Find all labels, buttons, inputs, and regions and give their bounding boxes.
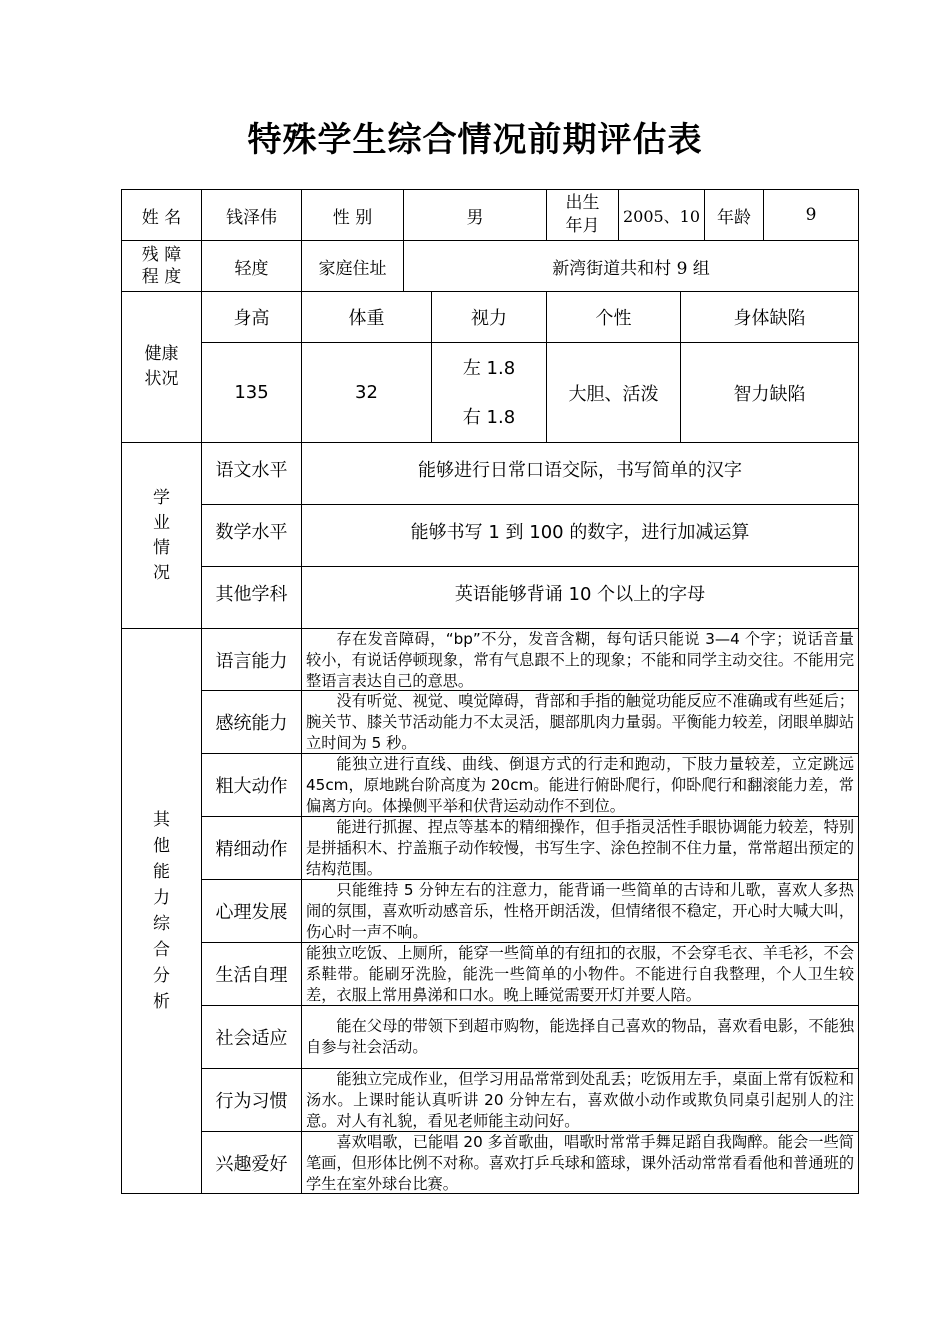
ability-name: 兴趣爱好	[215, 1153, 288, 1175]
ability-name: 行为习惯	[215, 1091, 288, 1112]
personality-value: 大胆、活泼	[568, 383, 659, 405]
abilities-label-char: 综	[153, 914, 170, 934]
health-header-height: 身高	[233, 308, 270, 329]
address-label: 家庭住址	[318, 258, 387, 279]
ability-name: 粗大动作	[215, 776, 288, 797]
name-value: 钱泽伟	[226, 207, 277, 228]
academic-subject: 语文水平	[215, 460, 288, 481]
weight-value: 32	[355, 382, 378, 403]
ability-text-content: 能独立完成作业，但学习用品常常到处乱丢；吃饭用左手，桌面上常有饭粒和汤水。上课时能认真听讲 20 分钟左右，喜欢做小动作或欺负同桌引起别人的注意。对人有礼貌，看见老师能主动问好。	[306, 1069, 854, 1130]
ability-name: 感统能力	[215, 713, 288, 734]
ability-text-content: 喜欢唱歌，已能唱 20 多首歌曲，唱歌时常常手舞足蹈自我陶醉。能会一些简笔画，但形体比例不对称。喜欢打乒乓球和篮球，课外活动常常看看他和普通班的学生在室外球台比赛。	[306, 1133, 854, 1193]
age-value: 9	[805, 205, 817, 225]
academic-label	[122, 443, 201, 628]
health-label-line2: 状况	[144, 369, 179, 389]
ability-text-content: 只能维持 5 分钟左右的注意力，能背诵一些简单的古诗和儿歌，喜欢人多热闹的氛围，喜欢听动感音乐，性格开朗活泼，但情绪很不稳定，开心时大喊大叫，伤心时一声不响。	[306, 881, 854, 941]
disability-value: 轻度	[234, 258, 269, 279]
abilities-label-char: 其	[153, 810, 170, 830]
health-label	[122, 292, 201, 442]
vision-left: 左 1.8	[462, 357, 516, 379]
disability-label-line1: 残 障	[141, 245, 182, 265]
abilities-label-char: 分	[153, 966, 170, 986]
birth-label	[547, 190, 618, 240]
birth-value: 2005、10	[622, 206, 701, 226]
academic-label-char: 业	[153, 512, 170, 533]
abilities-label-char: 能	[153, 862, 170, 882]
ability-text-content: 能在父母的带领下到超市购物，能选择自己喜欢的物品，喜欢看电影，不能独自参与社会活动。	[306, 1017, 854, 1056]
health-label-line1: 健康	[144, 344, 179, 364]
academic-subject: 其他学科	[215, 584, 288, 605]
birth-label-line1: 出生	[565, 193, 600, 213]
academic-subject: 数学水平	[215, 522, 288, 543]
disability-label	[122, 241, 201, 291]
academic-value: 英语能够背诵 10 个以上的字母	[454, 584, 706, 605]
page-title: 特殊学生综合情况前期评估表	[247, 120, 703, 160]
academic-label-char: 况	[153, 562, 170, 583]
disability-label-line2: 程 度	[141, 267, 182, 287]
vision-right: 右 1.8	[462, 406, 516, 428]
abilities-label-char: 他	[153, 836, 170, 856]
academic-label-char: 学	[153, 487, 170, 508]
ability-name: 心理发展	[215, 902, 288, 923]
ability-text	[302, 880, 858, 942]
birth-label-line2: 年月	[565, 216, 600, 236]
abilities-label-char: 力	[153, 888, 170, 908]
abilities-label	[122, 629, 201, 1193]
ability-text-content: 存在发音障碍，“bp”不分，发音含糊，每句话只能说 3—4 个字；说话音量较小，有说话停顿现象，常有气息跟不上的现象；不能和同学主动交往。不能用完整语言表达自己的意思。	[306, 630, 854, 690]
gender-label: 性 别	[332, 207, 373, 228]
ability-text	[302, 1132, 858, 1193]
name-label: 姓 名	[141, 207, 182, 228]
ability-name: 精细动作	[215, 839, 288, 860]
ability-text-content: 能独立吃饭、上厕所，能穿一些简单的有纽扣的衣服，不会穿毛衣、羊毛衫，不会系鞋带。能刷牙洗脸，能洗一些简单的小物件。不能进行自我整理，个人卫生较差，衣服上常用鼻涕和口水。晚上睡觉需要开灯并要人陪。	[306, 944, 854, 1004]
height-value: 135	[234, 382, 269, 403]
ability-text	[302, 817, 858, 879]
health-header-defect: 身体缺陷	[733, 308, 806, 329]
academic-value: 能够书写 1 到 100 的数字，进行加减运算	[410, 522, 750, 543]
ability-text-content: 没有听觉、视觉、嗅觉障碍，背部和手指的触觉功能反应不准确或有些延后；腕关节、膝关节活动能力不太灵活，腿部肌肉力量弱。平衡能力较差，闭眼单脚站立时间为 5 秒。	[306, 692, 854, 752]
gender-value: 男	[466, 207, 484, 228]
abilities-label-char: 析	[153, 992, 170, 1012]
ability-text	[302, 691, 858, 753]
health-header-vision: 视力	[471, 308, 507, 329]
ability-name: 语言能力	[215, 650, 288, 672]
academic-label-char: 情	[153, 537, 170, 558]
academic-value: 能够进行日常口语交际，书写简单的汉字	[418, 460, 742, 481]
vision-value	[432, 343, 546, 442]
health-header-weight: 体重	[348, 308, 385, 329]
ability-text	[302, 943, 858, 1005]
abilities-label-char: 合	[153, 940, 170, 960]
age-label: 年龄	[717, 207, 751, 228]
ability-text	[302, 1006, 858, 1068]
ability-text	[302, 1069, 858, 1131]
address-value: 新湾街道共和村 9 组	[552, 258, 710, 279]
ability-name: 社会适应	[215, 1028, 288, 1049]
ability-text	[302, 754, 858, 816]
defect-value: 智力缺陷	[733, 383, 806, 405]
health-header-personality: 个性	[595, 308, 632, 329]
ability-text-content: 能独立进行直线、曲线、倒退方式的行走和跑动，下肢力量较差，立定跳远 45cm，原地跳台阶高度为 20cm。能进行俯卧爬行，仰卧爬行和翻滚能力差，常偏离方向。体操侧平举和伏背运动动作不到位。	[306, 755, 854, 815]
ability-text-content: 能进行抓握、捏点等基本的精细操作，但手指灵活性手眼协调能力较差，特别是拼插积木、拧盖瓶子动作较慢，书写生字、涂色控制不住力量，常常超出预定的结构范围。	[306, 818, 854, 878]
ability-text	[302, 629, 858, 690]
ability-name: 生活自理	[215, 965, 288, 986]
